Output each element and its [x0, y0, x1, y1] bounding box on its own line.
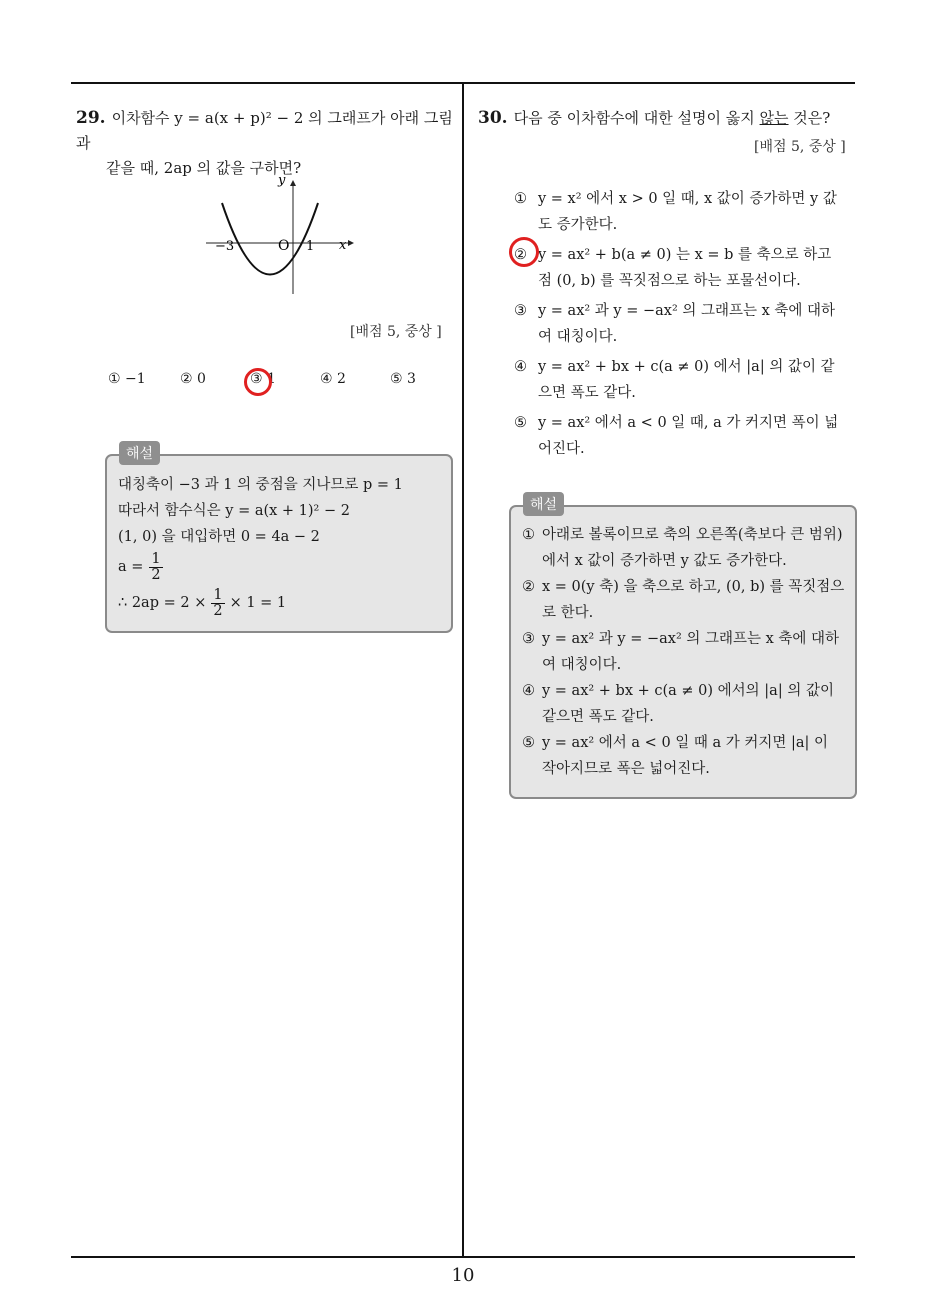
q29-points: [배점 5, 중상 ]	[350, 324, 442, 340]
q30-option-1[interactable]	[514, 186, 844, 238]
q30-solution-item-2	[522, 574, 846, 626]
q30-answer-mark	[509, 237, 539, 267]
solution-text: y = ax² 과 y = −ax² 의 그래프는 x 축에 대하여 대칭이다.	[542, 631, 840, 673]
q30-option-5[interactable]	[514, 410, 844, 462]
q29-text-line2: 같을 때, 2ap 의 값을 구하면?	[106, 159, 302, 177]
q29-solution-line-3: (1, 0) 을 대입하면 0 = 4a − 2	[118, 529, 320, 545]
parabola-curve	[222, 203, 318, 275]
q29-solution-line-5	[118, 584, 448, 622]
q30-text-post: 것은?	[788, 109, 831, 127]
q29-solution-a-prefix: a =	[118, 559, 144, 575]
q29-choice-3[interactable]: ③ 1	[250, 371, 276, 387]
x-axis-arrow	[348, 240, 354, 246]
q29-choice-1[interactable]: ① −1	[108, 371, 146, 387]
y-axis-arrow	[290, 180, 296, 186]
q29-graph	[202, 170, 362, 300]
q29-choice-5[interactable]: ⑤ 3	[390, 371, 416, 387]
solution-marker: ④	[522, 683, 535, 699]
solution-marker: ②	[522, 579, 535, 595]
q29-choice-4[interactable]: ④ 2	[320, 371, 346, 387]
solution-marker: ③	[522, 631, 535, 647]
column-divider	[462, 82, 464, 1258]
q29-solution-tag: 해설	[119, 441, 160, 465]
q30-number: 30.	[478, 108, 508, 128]
q30-options	[514, 186, 844, 466]
q30-solution-item-5	[522, 730, 846, 782]
q30-points: [배점 5, 중상 ]	[754, 139, 846, 155]
page-number: 10	[451, 1265, 475, 1286]
q30-text-underlined: 않는	[759, 109, 789, 127]
q30-solution-item-1	[522, 522, 846, 574]
q29-choice-2[interactable]: ② 0	[180, 371, 206, 387]
right-root-label: 1	[306, 239, 315, 254]
option-text: y = ax² 과 y = −ax² 의 그래프는 x 축에 대하여 대칭이다.	[538, 303, 836, 345]
q29-solution	[118, 472, 448, 622]
q29-text-line1: 이차함수 y = a(x + p)² − 2 의 그래프가 아래 그림과	[76, 109, 453, 152]
fraction-numerator: 1	[151, 550, 161, 567]
q30-option-4[interactable]	[514, 354, 844, 406]
solution-marker: ⑤	[522, 735, 535, 751]
left-root-label: −3	[215, 239, 235, 254]
q30-question	[478, 106, 858, 131]
solution-marker: ①	[522, 527, 535, 543]
option-text: y = ax² + b(a ≠ 0) 는 x = b 를 축으로 하고 점 (0, b) 를 꼭짓점으로 하는 포물선이다.	[538, 247, 832, 289]
q30-option-2[interactable]	[514, 242, 844, 294]
q30-text-pre: 다음 중 이차함수에 대한 설명이 옳지	[513, 109, 760, 127]
option-marker: ④	[514, 359, 527, 375]
q30-solution-item-4	[522, 678, 846, 730]
q29-solution-line-2: 따라서 함수식은 y = a(x + 1)² − 2	[118, 503, 350, 519]
q29-solution-line-1: 대칭축이 −3 과 1 의 중점을 지나므로 p = 1	[118, 477, 403, 493]
solution-text: y = ax² 에서 a < 0 일 때 a 가 커지면 |a| 이 작아지므로 폭은 넓어진다.	[542, 735, 829, 777]
x-axis-label: x	[339, 238, 347, 253]
q29-solution-line-4	[118, 550, 448, 584]
option-marker: ③	[514, 303, 527, 319]
fraction-denominator: 2	[151, 566, 161, 583]
q29-answer-mark	[244, 368, 272, 396]
fraction-numerator: 1	[213, 586, 223, 603]
option-text: y = ax² + bx + c(a ≠ 0) 에서 |a| 의 값이 같으면 폭도 같다.	[538, 359, 835, 401]
origin-label: O	[278, 238, 290, 254]
solution-text: x = 0(y 축) 을 축으로 하고, (0, b) 를 꼭짓점으로 한다.	[542, 579, 845, 621]
q29-solution-final-fraction	[211, 588, 224, 619]
q29-solution-a-fraction	[149, 552, 162, 583]
q29-solution-final-suffix: × 1 = 1	[229, 595, 287, 611]
solution-text: 아래로 볼록이므로 축의 오른쪽(축보다 큰 범위)에서 x 값이 증가하면 y 값도 증가한다.	[542, 527, 843, 569]
q29-number: 29.	[76, 108, 106, 128]
q29-solution-final-prefix: ∴ 2ap = 2 ×	[118, 595, 207, 611]
option-text: y = x² 에서 x > 0 일 때, x 값이 증가하면 y 값도 증가한다.	[538, 191, 837, 233]
option-text: y = ax² 에서 a < 0 일 때, a 가 커지면 폭이 넓어진다.	[538, 415, 839, 457]
q30-solution	[522, 522, 846, 782]
bottom-rule	[71, 1256, 855, 1258]
solution-text: y = ax² + bx + c(a ≠ 0) 에서의 |a| 의 값이 같으면 폭도 같다.	[542, 683, 834, 725]
q30-option-3[interactable]	[514, 298, 844, 350]
q30-solution-tag: 해설	[523, 492, 564, 516]
option-marker: ⑤	[514, 415, 527, 431]
q30-solution-item-3	[522, 626, 846, 678]
fraction-denominator: 2	[213, 602, 223, 619]
option-marker: ②	[514, 247, 527, 263]
option-marker: ①	[514, 191, 527, 207]
y-axis-label: y	[278, 173, 286, 188]
